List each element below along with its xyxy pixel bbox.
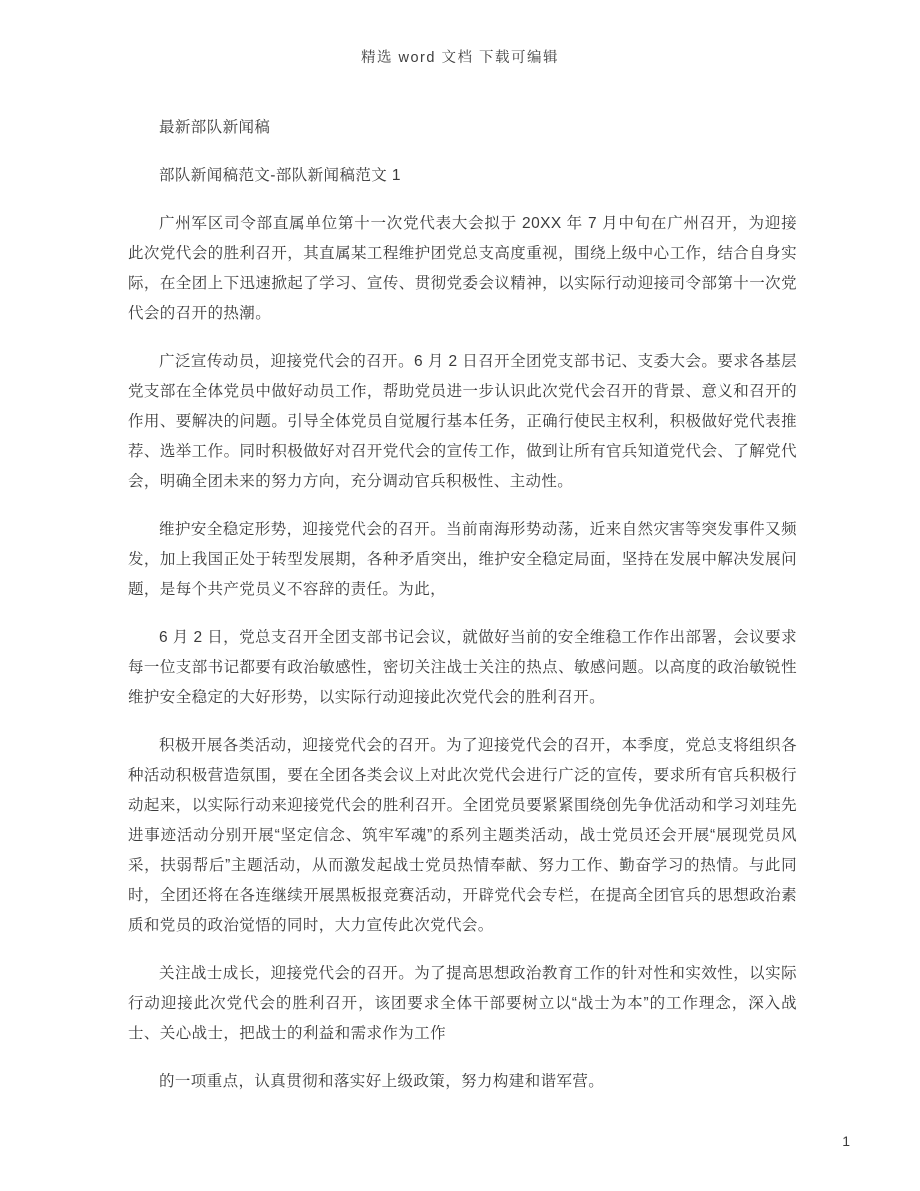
document-header-watermark: 精选 word 文档 下载可编辑 (360, 50, 559, 66)
paragraph-2: 广泛宣传动员，迎接党代会的召开。6 月 2 日召开全团党支部书记、支委大会。要求各基层党支部在全体党员中做好动员工作，帮助党员进一步认识此次党代会召开的背景、意义和召开的作用、要解决的问题。引导全体党员自觉履行基本任务，正确行使民主权利，积极做好党代表推荐、选举工作。同时积极做好对召开党代会的宣传工作，做到让所有官兵知道党代会、了解党代会，明确全团未来的努力方向，充分调动官兵积极性、主动性。 (128, 353, 797, 490)
document-body (0, 67, 920, 1097)
paragraph-4: 6 月 2 日，党总支召开全团支部书记会议，就做好当前的安全维稳工作作出部署，会议要求每一位支部书记都要有政治敏感性，密切关注战士关注的热点、敏感问题。以高度的政治敏锐性维护安全稳定的大好形势，以实际行动迎接此次党代会的胜利召开。 (128, 629, 797, 706)
paragraph-5: 积极开展各类活动，迎接党代会的召开。为了迎接党代会的召开，本季度，党总支将组织各种活动积极营造氛围，要在全团各类会议上对此次党代会进行广泛的宣传，要求所有官兵积极行动起来，以实际行动来迎接党代会的胜利召开。全团党员要紧紧围绕创先争优活动和学习刘珪先进事迹活动分别开展“坚定信念、筑牢军魂”的系列主题类活动，战士党员还会开展“展现党员风采，扶弱帮后”主题活动，从而激发起战士党员热情奉献、努力工作、勤奋学习的热情。与此同时，全团还将在各连继续开展黑板报竞赛活动，开辟党代会专栏，在提高全团官兵的思想政治素质和党员的政治觉悟的同时，大力宣传此次党代会。 (128, 737, 797, 934)
document-subtitle: 部队新闻稿范文-部队新闻稿范文 1 (159, 167, 401, 184)
page-number: 1 (842, 1133, 850, 1149)
paragraph-1: 广州军区司令部直属单位第十一次党代表大会拟于 20XX 年 7 月中旬在广州召开，为迎接此次党代会的胜利召开，其直属某工程维护团党总支高度重视，围绕上级中心工作，结合自身实际，在全团上下迅速掀起了学习、宣传、贯彻党委会议精神，以实际行动迎接司令部第十一次党代会的召开的热潮。 (128, 215, 797, 322)
document-title: 最新部队新闻稿 (159, 119, 271, 136)
paragraph-6: 关注战士成长，迎接党代会的召开。为了提高思想政治教育工作的针对性和实效性，以实际行动迎接此次党代会的胜利召开，该团要求全体干部要树立以“战士为本”的工作理念，深入战士、关心战士，把战士的利益和需求作为工作 (128, 965, 797, 1042)
paragraph-7: 的一项重点，认真贯彻和落实好上级政策，努力构建和谐军营。 (159, 1073, 605, 1090)
paragraph-3: 维护安全稳定形势，迎接党代会的召开。当前南海形势动荡，近来自然灾害等突发事件又频发，加上我国正处于转型发展期，各种矛盾突出，维护安全稳定局面，坚持在发展中解决发展问题，是每个共产党员义不容辞的责任。为此， (128, 521, 797, 598)
